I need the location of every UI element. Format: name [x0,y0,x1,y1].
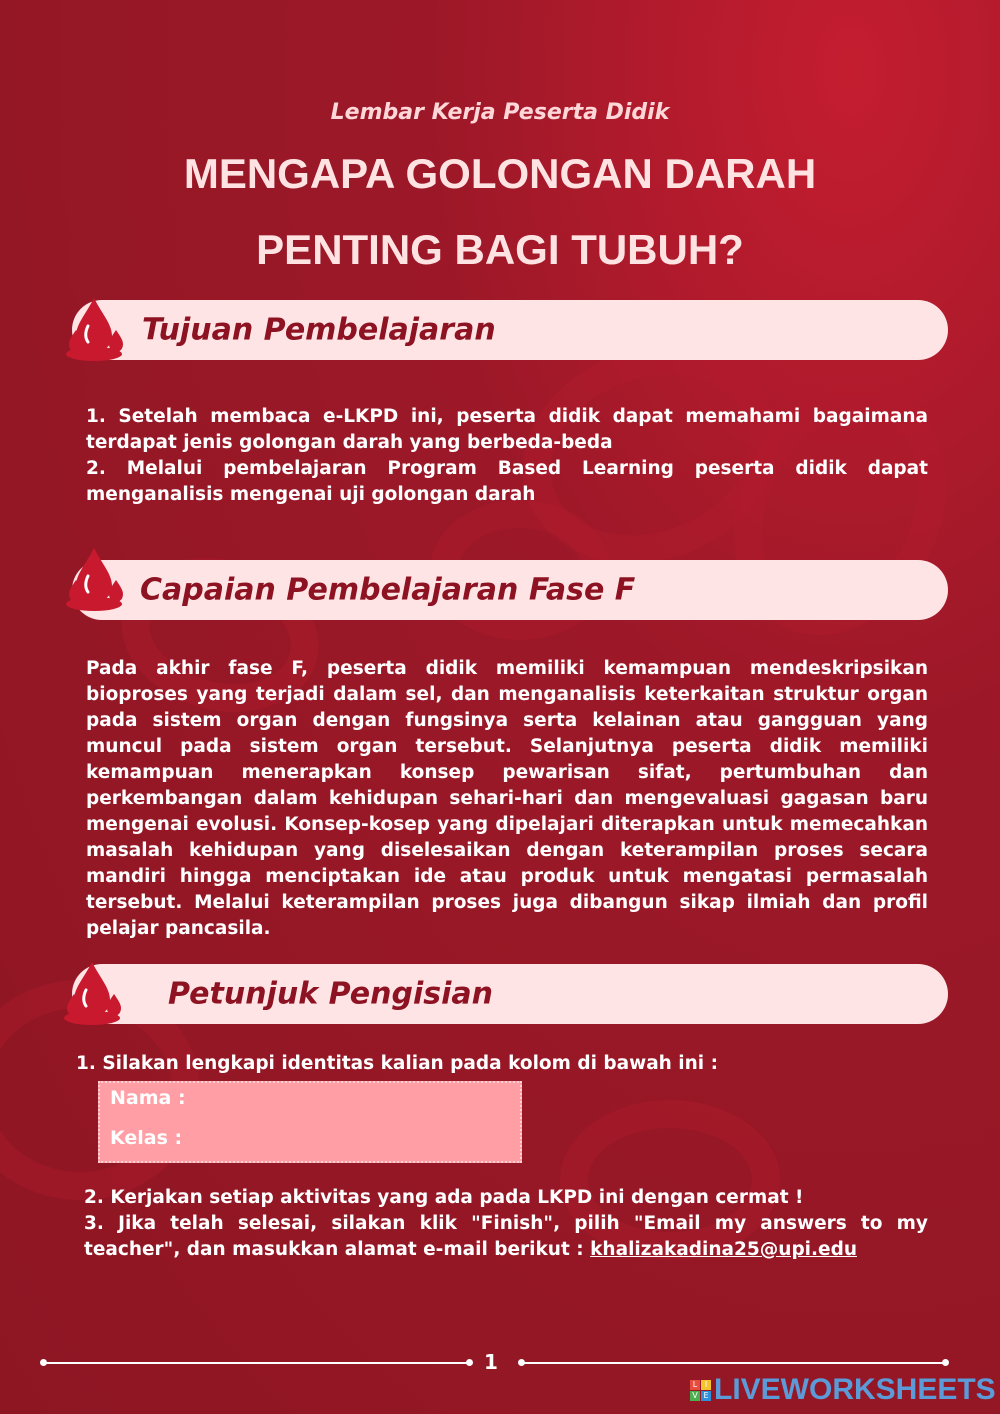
footer-dot [466,1359,473,1366]
logo-letter: V [690,1391,700,1401]
section-title-tujuan: Tujuan Pembelajaran [142,312,496,348]
logo-letter: I [701,1380,711,1390]
petunjuk-step-3-text: 3. Jika telah selesai, silakan klik "Finish", pilih "Email my answers to my teacher", dan masukkan alamat e-mail berikut : [84,1213,928,1260]
liveworksheets-logo[interactable] [690,1374,996,1406]
petunjuk-step-3 [84,1211,928,1263]
blood-drop-icon [62,958,134,1028]
section-title-capaian: Capaian Pembelajaran Fase F [140,572,636,608]
capaian-body: Pada akhir fase F, peserta didik memiliki kemampuan mendeskripsikan bioproses yang terjadi dalam sel, dan menganalisis keterkaitan struktur organ pada sistem organ dengan fungsinya serta kelainan atau gangguan yang muncul pada sistem organ tersebut. Selanjutnya peserta didik memiliki kemampuan menerapkan konsep pewarisan sifat, pertumbuhan dan perkembangan dalam kehidupan sehari-hari dan mengevaluasi gagasan baru mengenai evolusi. Konsep-kosep yang dipelajari diterapkan untuk memecahkan masalah kehidupan yang diselesaikan dengan keterampilan proses secara mandiri hingga menciptakan ide atau produk untuk mengatasi permasalah tersebut. Melalui keterampilan proses juga dibangun sikap ilmiah dan profil pelajar pancasila. [86,658,928,939]
blood-drop-icon [64,544,136,614]
liveworksheets-brand-text: LIVEWORKSHEETS [714,1373,996,1406]
petunjuk-step-2: 2. Kerjakan setiap aktivitas yang ada pada LKPD ini dengan cermat ! [84,1187,804,1208]
teacher-email-link[interactable]: khalizakadina25@upi.edu [590,1239,858,1260]
section-title-petunjuk: Petunjuk Pengisian [168,976,494,1012]
footer-divider-left [44,1362,470,1364]
kelas-label: Kelas : [110,1127,183,1149]
identity-box [98,1081,522,1163]
blood-drop-icon [64,294,136,364]
tujuan-item-1: 1. Setelah membaca e-LKPD ini, peserta didik dapat memahami bagaimana terdapat jenis golongan darah yang berbeda-beda [86,406,928,453]
footer-dot [942,1359,949,1366]
petunjuk-step-1: 1. Silakan lengkapi identitas kalian pada kolom di bawah ini : [76,1053,718,1074]
page-title-line-2: PENTING BAGI TUBUH? [256,226,744,273]
kelas-input[interactable] [192,1127,506,1157]
section-banner-capaian [72,560,948,620]
logo-letter: E [701,1391,711,1401]
footer-divider-right [522,1362,946,1364]
logo-letter: L [690,1380,700,1390]
liveworksheets-logo-icon [690,1380,711,1401]
nama-label: Nama : [110,1087,186,1109]
section-banner-petunjuk [72,964,948,1024]
tujuan-item-2: 2. Melalui pembelajaran Program Based Learning peserta didik dapat menganalisis mengenai uji golongan darah [86,458,928,505]
worksheet-subtitle: Lembar Kerja Peserta Didik [330,100,670,125]
section-banner-tujuan [72,300,948,360]
nama-input[interactable] [192,1087,506,1117]
page-number: 1 [484,1350,498,1374]
page-title-line-1: MENGAPA GOLONGAN DARAH [183,150,817,197]
